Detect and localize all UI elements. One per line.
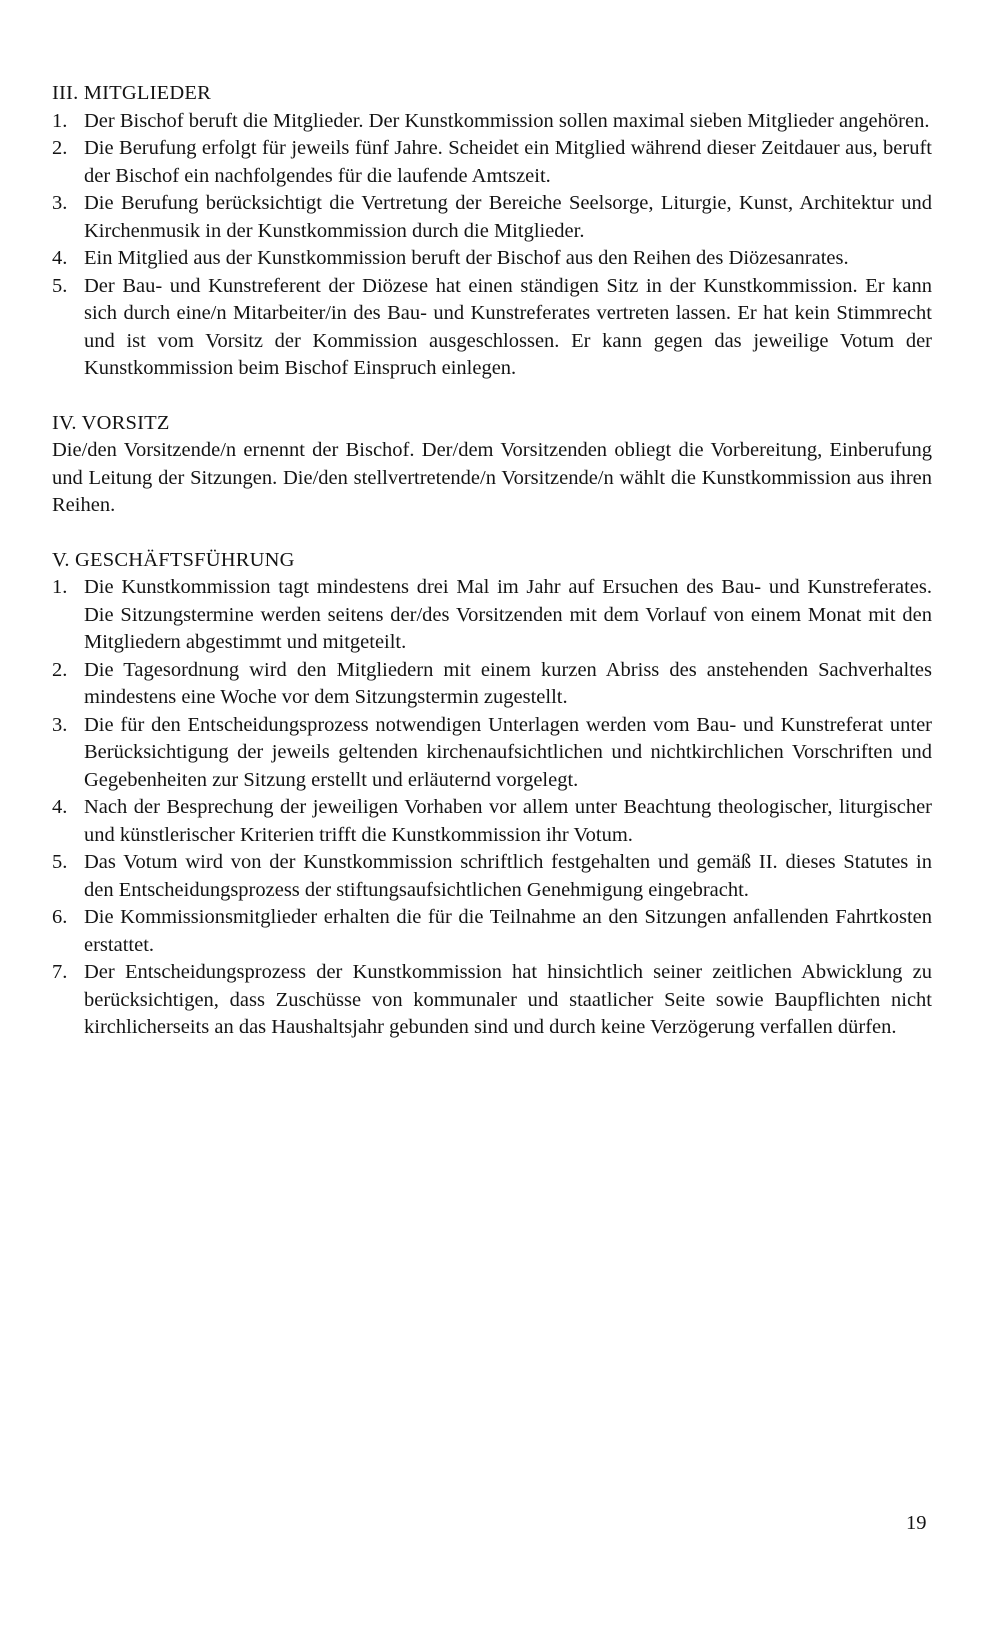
section-geschaeftsfuehrung [52,547,932,1042]
document-page [52,80,932,1042]
item-text: Die Berufung berücksichtigt die Vertretung der Bereiche Seelsorge, Liturgie, Kunst, Architektur und Kirchenmusik in der Kunstkommission durch die Mitglieder. [84,192,932,242]
numbered-list [52,574,932,1042]
list-item [52,904,932,959]
item-number: 7. [52,961,68,983]
list-item [52,794,932,849]
list-item [52,190,932,245]
list-item [52,849,932,904]
item-number: 1. [52,576,68,598]
item-number: 5. [52,851,68,873]
item-text: Der Bau- und Kunstreferent der Diözese hat einen ständigen Sitz in der Kunstkommission. Er kann sich durch eine/n Mitarbeiter/in des Bau- und Kunstreferates vertreten lassen. Er hat kein Stimmrecht und ist vom Vorsitz der Kommission ausgeschlossen. Er kann gegen das jeweilige Votum der Kunstkommission beim Bischof Einspruch einlegen. [84,274,932,379]
list-item [52,574,932,657]
item-number: 2. [52,137,68,159]
item-number: 4. [52,796,68,818]
item-text: Die Kommissionsmitglieder erhalten die für die Teilnahme an den Sitzungen anfallenden Fahrtkosten erstattet. [84,906,932,956]
section-mitglieder [52,80,932,383]
section-vorsitz [52,410,932,520]
item-text: Die Kunstkommission tagt mindestens drei Mal im Jahr auf Ersuchen des Bau- und Kunstreferates. Die Sitzungstermine werden seitens der/des Vorsitzenden mit dem Vorlauf von einem Monat mit den Mitgliedern abgestimmt und mitgeteilt. [84,576,932,653]
item-number: 4. [52,247,68,269]
section-heading: IV. VORSITZ [52,411,170,434]
section-heading: V. GESCHÄFTSFÜHRUNG [52,548,295,571]
item-number: 5. [52,274,68,297]
list-item [52,108,932,136]
section-heading: III. MITGLIEDER [52,82,211,104]
item-text: Die Tagesordnung wird den Mitgliedern mit einem kurzen Abriss des anstehenden Sachverhaltes mindestens eine Woche vor dem Sitzungstermin zugestellt. [84,658,932,708]
list-item [52,959,932,1042]
item-number: 3. [52,192,68,214]
item-text: Die für den Entscheidungsprozess notwendigen Unterlagen werden vom Bau- und Kunstreferat unter Berücksichtigung der jeweils geltenden kirchenaufsichtlichen und nichtkirchlichen Vorschriften und Gegebenheiten zur Sitzung erstellt und erläuternd vorgelegt. [84,713,932,791]
item-text: Ein Mitglied aus der Kunstkommission beruft der Bischof aus den Reihen des Diözesanrates. [84,247,849,269]
item-text: Der Entscheidungsprozess der Kunstkommission hat hinsichtlich seiner zeitlichen Abwicklung zu berücksichtigen, dass Zuschüsse von kommunaler und staatlicher Seite sowie Baupflichten nicht kirchlicherseits an das Haushaltsjahr gebunden sind und durch keine Verzögerung verfallen dürfen. [84,961,932,1038]
list-item [52,135,932,190]
item-number: 3. [52,713,68,736]
item-text: Der Bischof beruft die Mitglieder. Der Kunstkommission sollen maximal sieben Mitglieder angehören. [84,109,930,132]
list-item [52,657,932,712]
item-number: 6. [52,906,68,928]
list-item [52,245,932,273]
list-item [52,273,932,383]
numbered-list [52,108,932,383]
page-number: 19 [906,1512,927,1534]
item-number: 2. [52,658,68,681]
item-text: Nach der Besprechung der jeweiligen Vorhaben vor allem unter Beachtung theologischer, liturgischer und künstlerischer Kriterien trifft die Kunstkommission ihr Votum. [84,796,932,846]
list-item [52,712,932,795]
item-text: Das Votum wird von der Kunstkommission schriftlich festgehalten und gemäß II. dieses Statutes in den Entscheidungsprozess der stiftungsaufsichtlichen Genehmigung eingebracht. [84,851,932,901]
section-paragraph: Die/den Vorsitzende/n ernennt der Bischof. Der/dem Vorsitzenden obliegt die Vorbereitung, Einberufung und Leitung der Sitzungen. Die/den stellvertretende/n Vorsitzende/n wählt die Kunstkommission aus ihren Reihen. [52,439,932,516]
item-number: 1. [52,109,68,132]
item-text: Die Berufung erfolgt für jeweils fünf Jahre. Scheidet ein Mitglied während dieser Zeitdauer aus, beruft der Bischof ein nachfolgendes für die laufende Amtszeit. [84,137,932,187]
